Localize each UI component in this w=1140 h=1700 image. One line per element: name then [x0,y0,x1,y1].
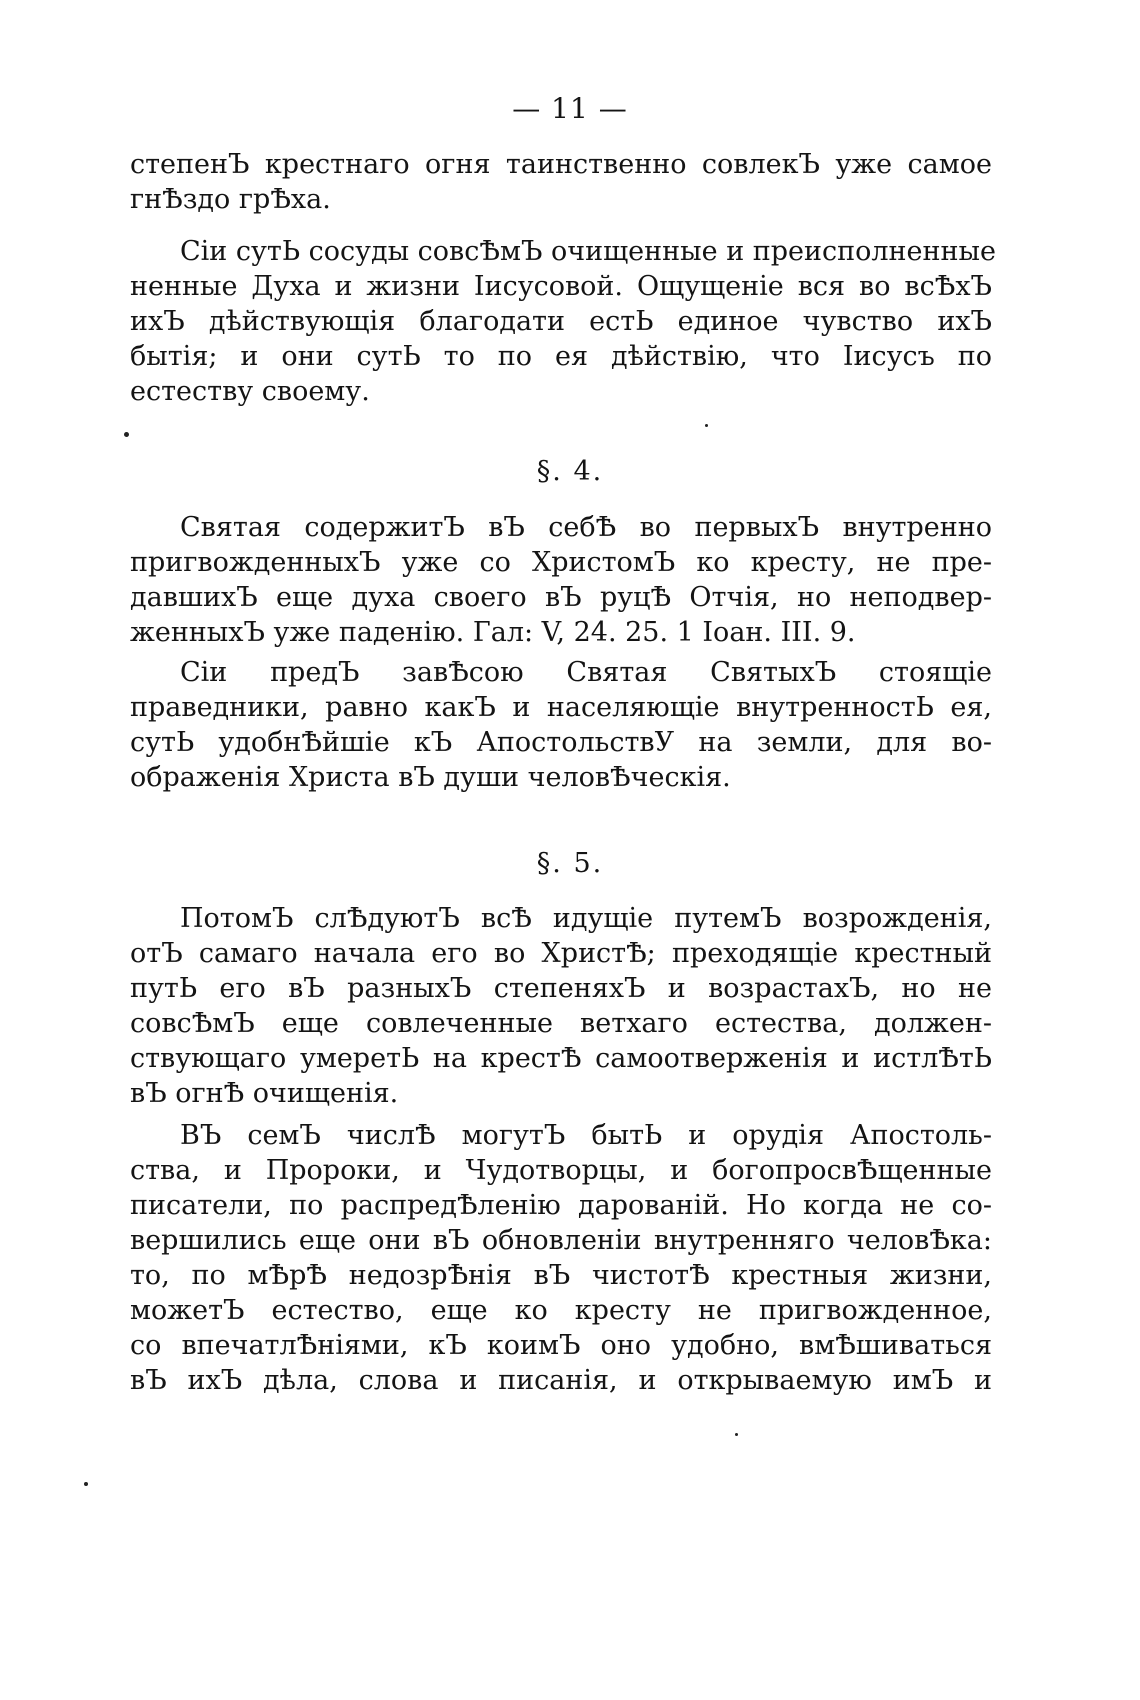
paragraph-6 [130,1118,992,1398]
section-4-heading: §. 4. [536,456,604,487]
text-line: ненные Духа и жизни Iисусовой. Ощущенiе вся во всѢхЪ [130,271,992,302]
text-line: ихЪ дѣйствующiя благодати естЬ единое чувство ихЪ [130,306,992,337]
text-line: можетЪ естество, еще ко кресту не пригвожденное, [130,1295,992,1326]
page-number: — 11 — [512,92,628,125]
text-line: путЬ его вЪ разныхЪ степеняхЪ и возрастахЪ, но не [130,973,992,1004]
text-line: писатели, по распредѢленiю дарованiй. Но когда не со- [130,1190,992,1221]
text-line: давшихЪ еще духа своего вЪ руцѢ Отчiя, но неподвер- [130,582,992,613]
text-line: со впечатлѢнiями, кЪ коимЪ оно удобно, вмѢшиваться [130,1330,992,1361]
paragraph-1 [130,147,992,217]
text-line: Сiи предЪ завѢсою Святая СвятыхЪ стоящiе [180,657,992,688]
text-line: бытiя; и они сутЬ то по ея дѣйствiю, что Iисусъ по [130,341,992,372]
text-line: отЪ самаго начала его во ХристѢ; преходящiе крестный [130,938,992,969]
text-line: ствующаго умеретЬ на крестѢ самоотверженiя и истлѢтЬ [130,1043,992,1074]
text-line: степенЪ крестнаго огня таинственно совлекЪ уже самое [130,149,992,180]
scan-speck [705,424,708,427]
text-line: вЪ огнѢ очищенiя. [130,1078,399,1109]
text-line: то, по мѢрѢ недозрѢнiя вЪ чистотѢ крестныя жизни, [130,1260,992,1291]
text-line: вершились еще они вЪ обновленiи внутренняго человѢка: [130,1225,992,1256]
text-line: сутЬ удобнѢйшiе кЪ АпостольствУ на земли, для во- [130,727,992,758]
scan-speck [84,1482,88,1486]
text-line: Святая содержитЪ вЪ себѢ во первыхЪ внутренно [180,512,992,543]
text-line: вЪ ихЪ дѣла, слова и писанiя, и открываемую имЪ и [130,1365,992,1396]
text-line: ображенiя Христа вЪ души человѢческiя. [130,762,731,793]
text-line: пригвожденныхЪ уже со ХристомЪ ко кресту, не пре- [130,547,992,578]
section-5-heading: §. 5. [536,848,604,879]
text-line: совсѢмЪ еще совлеченные ветхаго естества, должен- [130,1008,992,1039]
paragraph-4 [130,655,992,795]
text-line: женныхЪ уже паденiю. Гал: V, 24. 25. 1 Iоан. III. 9. [130,617,856,648]
scan-speck [124,432,129,437]
paragraph-5 [130,901,992,1111]
text-line: праведники, равно какЪ и населяющiе внутренностЬ ея, [130,692,992,723]
text-line: ства, и Пророки, и Чудотворцы, и богопросвѢщенные [130,1155,992,1186]
text-line: естеству своему. [130,376,370,407]
paragraph-2 [130,234,996,409]
scan-speck [735,1433,738,1436]
text-line: ВЪ семЪ числѢ могутЪ бытЬ и орудiя Апостоль- [180,1120,992,1151]
text-line: ПотомЪ слѢдуютЪ всѢ идущiе путемЪ возрожденiя, [180,903,992,934]
text-line: гнѢздо грѢха. [130,184,331,215]
paragraph-3 [130,510,992,650]
text-line: Сiи сутЬ сосуды совсѢмЪ очищенные и преисполненные [180,236,996,267]
